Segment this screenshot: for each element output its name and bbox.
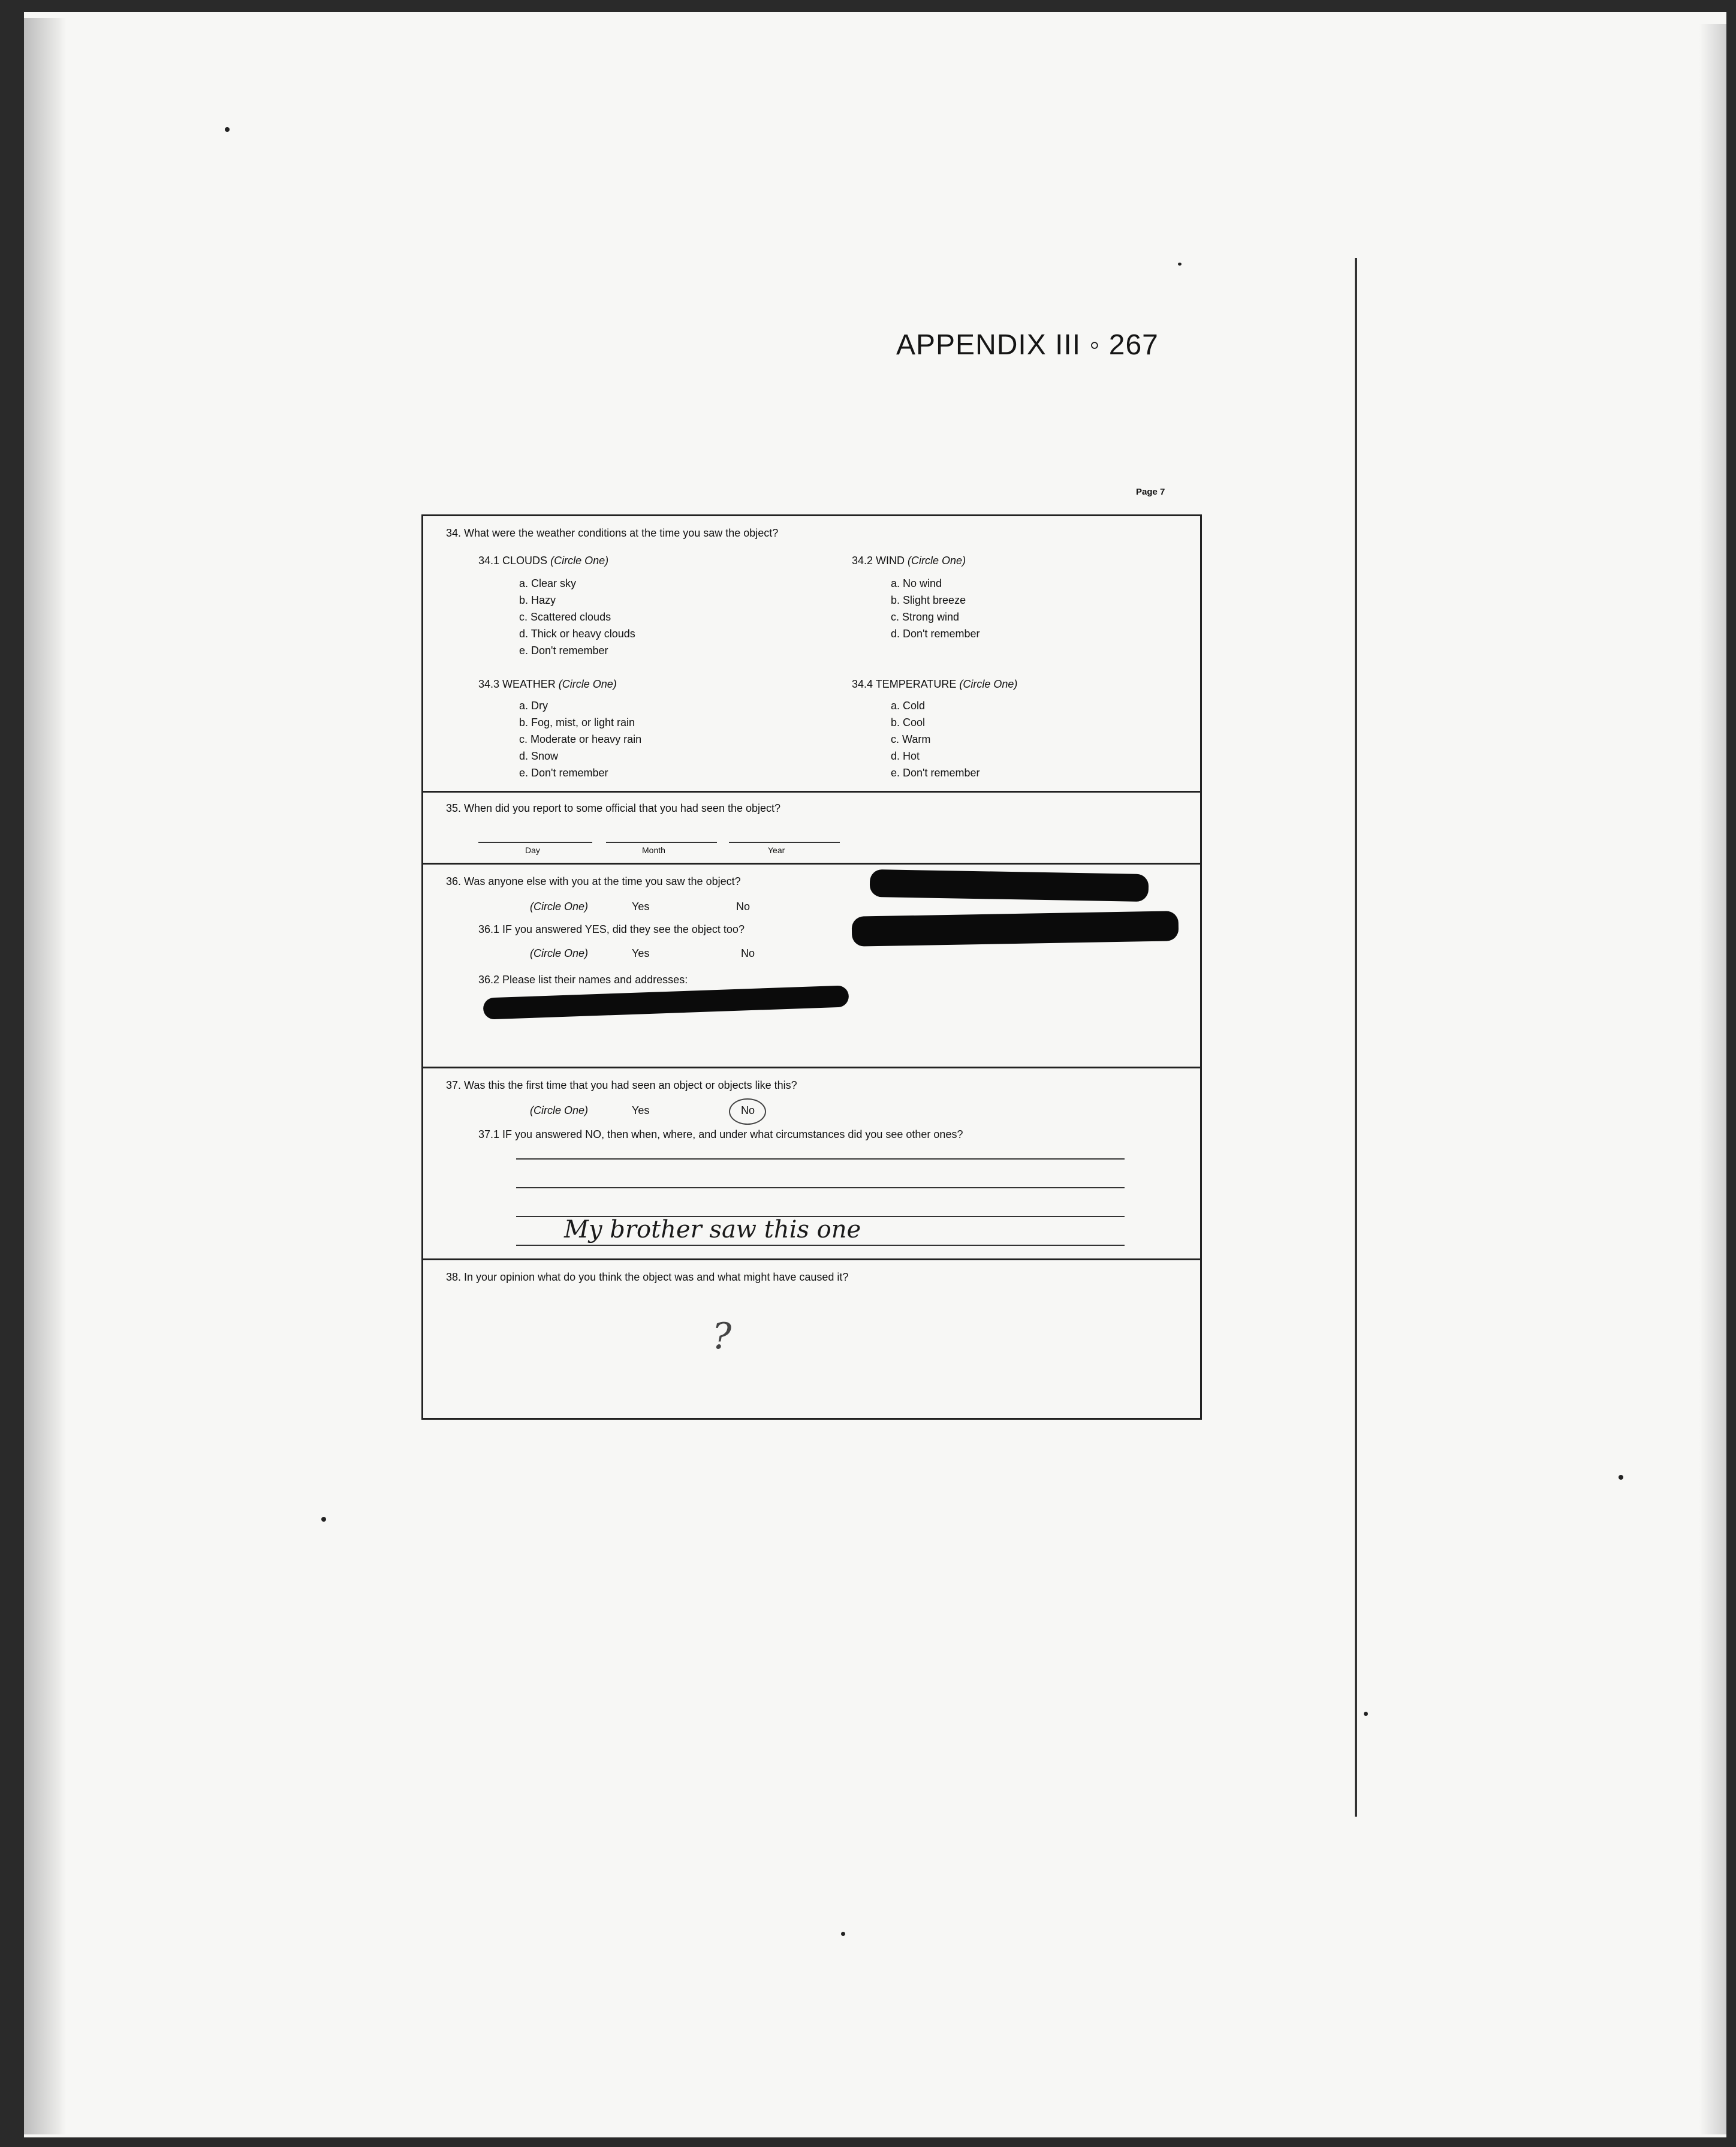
- weather-title: 34.3 WEATHER (Circle One): [478, 678, 617, 690]
- day-field-line[interactable]: [478, 842, 592, 843]
- question-37-1-text: 37.1 IF you answered NO, then when, where, and under what circumstances did you see other ones?: [478, 1128, 963, 1140]
- clouds-option[interactable]: e. Don't remember: [519, 645, 608, 657]
- clouds-option[interactable]: a. Clear sky: [519, 577, 577, 589]
- yes-option[interactable]: Yes: [632, 901, 650, 913]
- wind-option[interactable]: a. No wind: [891, 577, 942, 589]
- handwritten-question-mark: ?: [712, 1315, 732, 1357]
- scan-edge-right: [1699, 24, 1726, 2134]
- wind-title: 34.2 WIND (Circle One): [852, 555, 966, 567]
- dust-speck: [321, 1517, 326, 1522]
- form-page-number: Page 7: [1136, 487, 1165, 497]
- question-35-text: 35. When did you report to some official that you had seen the object?: [446, 802, 781, 814]
- questionnaire-form: [421, 514, 1202, 1420]
- question-36-2-text: 36.2 Please list their names and addresses:: [478, 974, 688, 986]
- question-36-text: 36. Was anyone else with you at the time you saw the object?: [446, 875, 741, 887]
- day-label: Day: [525, 845, 540, 855]
- redaction-bar: [483, 985, 849, 1019]
- dust-speck: [841, 1932, 845, 1936]
- dust-speck: [1619, 1475, 1623, 1480]
- appendix-heading: APPENDIX III ◦ 267: [896, 329, 1159, 361]
- weather-option[interactable]: e. Don't remember: [519, 767, 608, 779]
- no-option[interactable]: No: [741, 1104, 755, 1116]
- circle-one-label: (Circle One): [530, 1104, 589, 1116]
- weather-option[interactable]: a. Dry: [519, 700, 548, 712]
- no-option[interactable]: No: [741, 947, 755, 959]
- redaction-bar: [870, 869, 1149, 902]
- redaction-bar: [852, 911, 1179, 947]
- temperature-title: 34.4 TEMPERATURE (Circle One): [852, 678, 1018, 690]
- temperature-option[interactable]: c. Warm: [891, 733, 931, 745]
- month-field-line[interactable]: [606, 842, 717, 843]
- circle-one-label: (Circle One): [530, 947, 589, 959]
- question-37-section: [423, 1067, 1200, 1258]
- question-38-section: [423, 1258, 1200, 1418]
- yes-option[interactable]: Yes: [632, 1104, 650, 1116]
- clouds-option[interactable]: d. Thick or heavy clouds: [519, 628, 635, 640]
- question-36-section: [423, 863, 1200, 1067]
- question-36-1-text: 36.1 IF you answered YES, did they see the object too?: [478, 923, 745, 935]
- question-34-text: 34. What were the weather conditions at the time you saw the object?: [446, 527, 779, 539]
- question-38-text: 38. In your opinion what do you think the object was and what might have caused it?: [446, 1271, 849, 1283]
- year-label: Year: [768, 845, 785, 855]
- scan-edge-left: [24, 18, 66, 2134]
- yes-option[interactable]: Yes: [632, 947, 650, 959]
- question-34-section: [423, 516, 1200, 791]
- answer-circle-mark: [729, 1098, 766, 1125]
- year-field-line[interactable]: [729, 842, 840, 843]
- question-35-section: [423, 791, 1200, 863]
- temperature-option[interactable]: d. Hot: [891, 750, 920, 762]
- clouds-option[interactable]: b. Hazy: [519, 594, 556, 606]
- clouds-title: 34.1 CLOUDS (Circle One): [478, 555, 609, 567]
- dust-speck: [225, 127, 230, 132]
- month-label: Month: [642, 845, 665, 855]
- clouds-option[interactable]: c. Scattered clouds: [519, 611, 611, 623]
- question-37-text: 37. Was this the first time that you had seen an object or objects like this?: [446, 1079, 797, 1091]
- no-option[interactable]: No: [736, 901, 751, 913]
- weather-option[interactable]: d. Snow: [519, 750, 559, 762]
- dust-speck: [1178, 263, 1182, 266]
- temperature-option[interactable]: b. Cool: [891, 716, 926, 728]
- handwritten-answer: My brother saw this one: [564, 1216, 861, 1243]
- wind-option[interactable]: b. Slight breeze: [891, 594, 966, 606]
- wind-option[interactable]: c. Strong wind: [891, 611, 960, 623]
- weather-option[interactable]: c. Moderate or heavy rain: [519, 733, 642, 745]
- answer-line[interactable]: [516, 1158, 1125, 1160]
- circle-one-label: (Circle One): [530, 901, 589, 913]
- wind-option[interactable]: d. Don't remember: [891, 628, 980, 640]
- dust-speck: [1364, 1712, 1368, 1716]
- weather-option[interactable]: b. Fog, mist, or light rain: [519, 716, 635, 728]
- answer-line[interactable]: [516, 1245, 1125, 1246]
- page-edge-line: [1355, 258, 1357, 1817]
- temperature-option[interactable]: e. Don't remember: [891, 767, 980, 779]
- temperature-option[interactable]: a. Cold: [891, 700, 926, 712]
- answer-line[interactable]: [516, 1187, 1125, 1188]
